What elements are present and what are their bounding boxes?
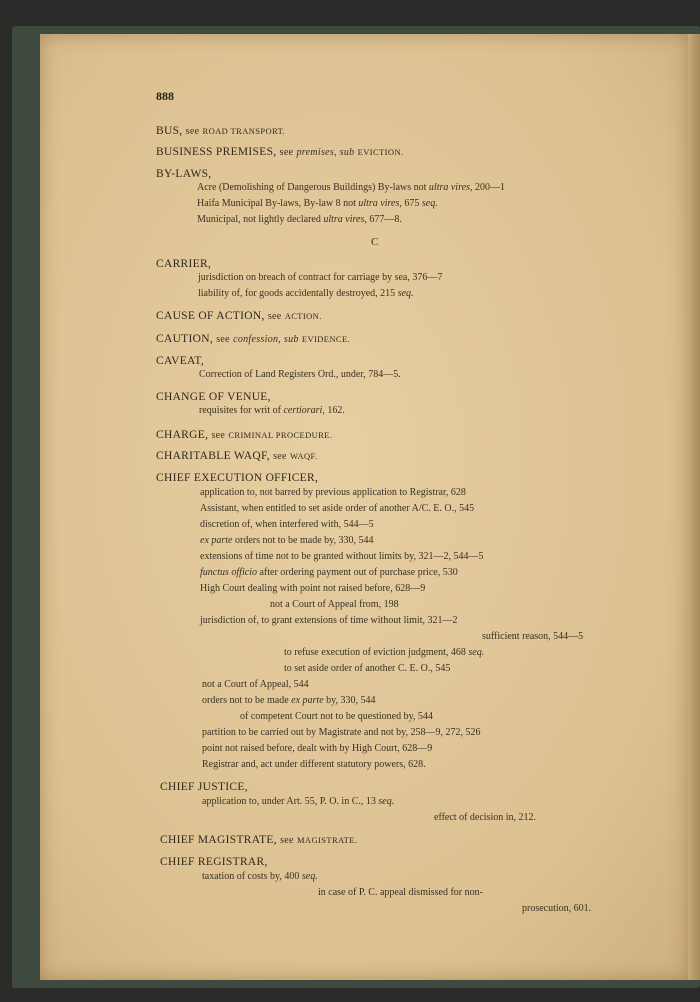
page-number: 888 xyxy=(156,89,174,103)
entry-change-of-venue: CHANGE OF VENUE, xyxy=(156,391,271,403)
entry-cause-of-action: CAUSE OF ACTION, see ACTION. xyxy=(156,310,322,322)
subentry-line: in case of P. C. appeal dismissed for non- xyxy=(318,887,483,898)
subentry-line: taxation of costs by, 400 seq. xyxy=(202,871,318,882)
entry-chief-justice: CHIEF JUSTICE, xyxy=(160,781,248,793)
subentry-line: requisites for writ of certiorari, 162. xyxy=(199,405,345,416)
subentry-line: Acre (Demolishing of Dangerous Buildings) By-laws not ultra vires, 200—1 xyxy=(197,182,505,193)
subentry-line: High Court dealing with point not raised before, 628—9 xyxy=(200,583,426,594)
subentry-line: ex parte orders not to be made by, 330, 544 xyxy=(200,535,374,546)
entry-chief-magistrate: CHIEF MAGISTRATE, see MAGISTRATE. xyxy=(160,834,358,846)
entry-by-laws: BY-LAWS, xyxy=(156,168,212,180)
subentry-line: of competent Court not to be questioned by, 544 xyxy=(240,711,433,722)
subentry-line: application to, under Art. 55, P. O. in C., 13 seq. xyxy=(202,796,395,807)
subentry-line: jurisdiction of, to grant extensions of time without limit, 321—2 xyxy=(200,615,458,626)
italic-reference: premises, sub xyxy=(296,147,355,158)
subentry-line: orders not to be made ex parte by, 330, 544 xyxy=(202,695,376,706)
subentry-line: to set aside order of another C. E. O., 545 xyxy=(284,663,451,674)
subentry-line: Municipal, not lightly declared ultra vires, 677—8. xyxy=(197,214,402,225)
subentry-line: Correction of Land Registers Ord., under, 784—5. xyxy=(199,369,401,380)
cross-reference: ROAD TRANSPORT. xyxy=(202,126,286,136)
entry-business-premises xyxy=(156,146,404,158)
subentry-line: Haifa Municipal By-laws, By-law 8 not ultra vires, 675 seq. xyxy=(197,198,438,209)
cross-reference: EVICTION. xyxy=(357,147,404,157)
entry-caution: CAUTION, see confession, sub EVIDENCE. xyxy=(156,333,351,345)
entry-chief-execution-officer: CHIEF EXECUTION OFFICER, xyxy=(156,472,319,484)
entry-head: BUS, xyxy=(156,125,183,137)
subentry-line: Assistant, when entitled to set aside order of another A/C. E. O., 545 xyxy=(200,503,475,514)
subentry-line: partition to be carried out by Magistrate and not by, 258—9, 272, 526 xyxy=(202,727,481,738)
entry-chief-registrar: CHIEF REGISTRAR, xyxy=(160,856,268,868)
subentry-line: Registrar and, act under different statutory powers, 628. xyxy=(202,759,426,770)
entry-bus xyxy=(156,125,285,137)
subentry-line: prosecution, 601. xyxy=(522,903,592,914)
subentry-line: point not raised before, dealt with by High Court, 628—9 xyxy=(202,743,433,754)
subentry-line: sufficient reason, 544—5 xyxy=(482,631,584,642)
subentry-line: effect of decision in, 212. xyxy=(434,812,537,823)
page-edge xyxy=(688,34,700,980)
subentry-line: discretion of, when interfered with, 544—5 xyxy=(200,519,374,530)
subentry-line: extensions of time not to be granted without limits by, 321—2, 544—5 xyxy=(200,551,484,562)
entry-carrier: CARRIER, xyxy=(156,258,212,270)
subentry-line: functus officio after ordering payment out of purchase price, 530 xyxy=(200,567,458,578)
subentry-line: to refuse execution of eviction judgment, 468 seq. xyxy=(284,647,485,658)
letter-heading: C xyxy=(371,236,379,248)
subentry-line: not a Court of Appeal, 544 xyxy=(202,679,309,690)
entry-head: BUSINESS PREMISES, xyxy=(156,146,277,158)
entry-charitable-waqf: CHARITABLE WAQF, see WAQF. xyxy=(156,450,318,462)
entry-charge: CHARGE, see CRIMINAL PROCEDURE. xyxy=(156,429,333,441)
see-word: see xyxy=(185,126,200,137)
see-word: see xyxy=(279,147,294,158)
subentry-line: jurisdiction on breach of contract for carriage by sea, 376—7 xyxy=(198,272,443,283)
entry-caveat: CAVEAT, xyxy=(156,355,204,367)
subentry-line: application to, not barred by previous application to Registrar, 628 xyxy=(200,487,466,498)
subentry-line: liability of, for goods accidentally destroyed, 215 seq. xyxy=(198,288,414,299)
subentry-line: not a Court of Appeal from, 198 xyxy=(270,599,399,610)
